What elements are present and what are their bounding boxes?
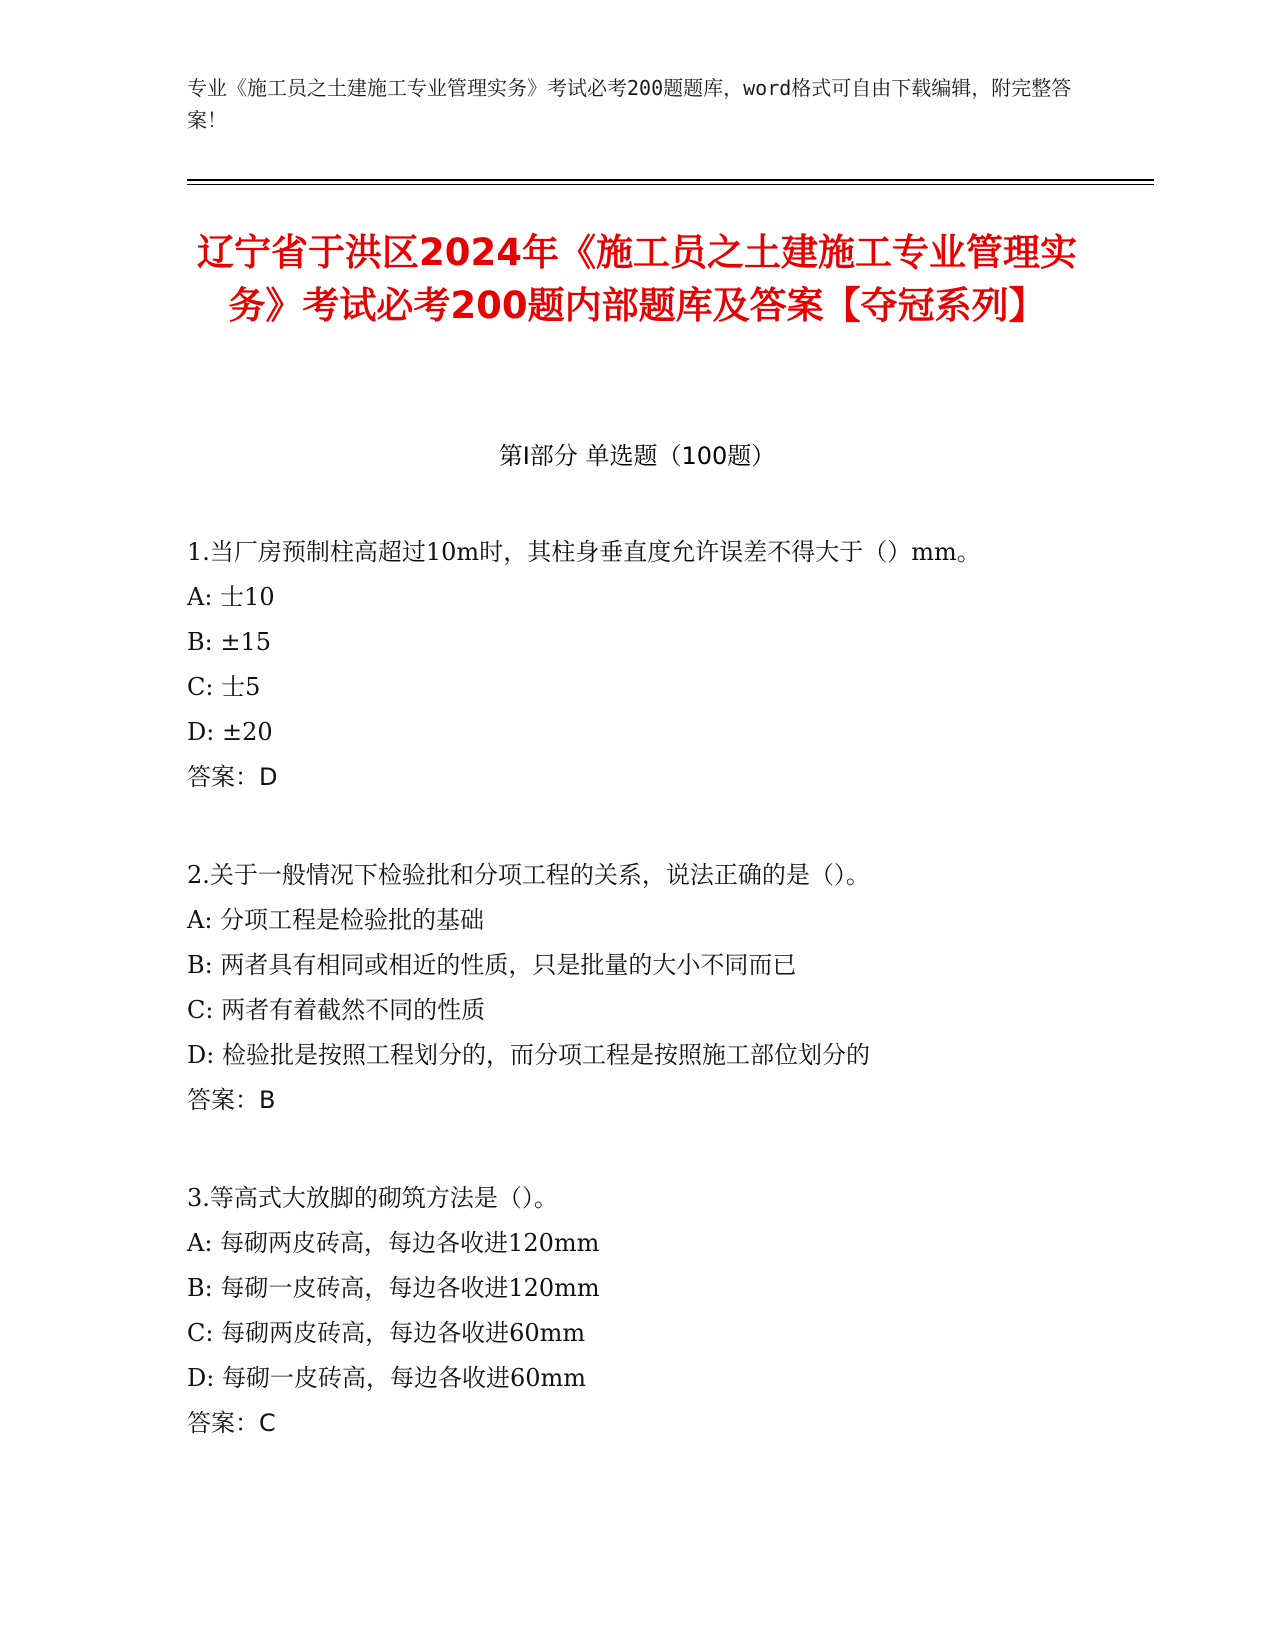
question-stem: 2.关于一般情况下检验批和分项工程的关系，说法正确的是（）。 [187, 861, 870, 889]
header-divider-thin [187, 184, 1154, 185]
option-b: B: ±15 [187, 628, 271, 656]
answer: 答案：D [187, 763, 278, 791]
option-a: A: 每砌两皮砖高，每边各收进120mm [187, 1229, 600, 1257]
section-heading: 第Ⅰ部分 单选题（100题） [498, 442, 776, 470]
option-c: C: 每砌两皮砖高，每边各收进60mm [187, 1319, 586, 1347]
option-a: A: 士10 [187, 583, 275, 611]
question-stem: 3.等高式大放脚的砌筑方法是（）。 [187, 1184, 558, 1212]
option-d: D: 每砌一皮砖高，每边各收进60mm [187, 1364, 587, 1392]
answer: 答案：C [187, 1409, 276, 1437]
question-3 [187, 1176, 1087, 1446]
answer: 答案：B [187, 1086, 276, 1114]
option-c: C: 士5 [187, 673, 261, 701]
option-b: B: 两者具有相同或相近的性质，只是批量的大小不同而已 [187, 951, 797, 979]
document-title: 辽宁省于洪区2024年《施工员之土建施工专业管理实务》考试必考200题内部题库及答案【夺冠系列】 [197, 231, 1077, 327]
option-d: D: ±20 [187, 718, 273, 746]
header-note: 专业《施工员之土建施工专业管理实务》考试必考200题题库，word格式可自由下载编辑，附完整答案！ [187, 76, 1072, 132]
option-a: A: 分项工程是检验批的基础 [187, 906, 485, 934]
question-1 [187, 530, 1087, 800]
option-b: B: 每砌一皮砖高，每边各收进120mm [187, 1274, 600, 1302]
header-divider-thick [187, 179, 1154, 181]
question-stem: 1.当厂房预制柱高超过10m时，其柱身垂直度允许误差不得大于（）mm。 [187, 538, 981, 566]
option-c: C: 两者有着截然不同的性质 [187, 996, 486, 1024]
question-2 [187, 853, 1087, 1123]
question-list [187, 530, 1087, 1499]
option-d: D: 检验批是按照工程划分的，而分项工程是按照施工部位划分的 [187, 1041, 870, 1069]
